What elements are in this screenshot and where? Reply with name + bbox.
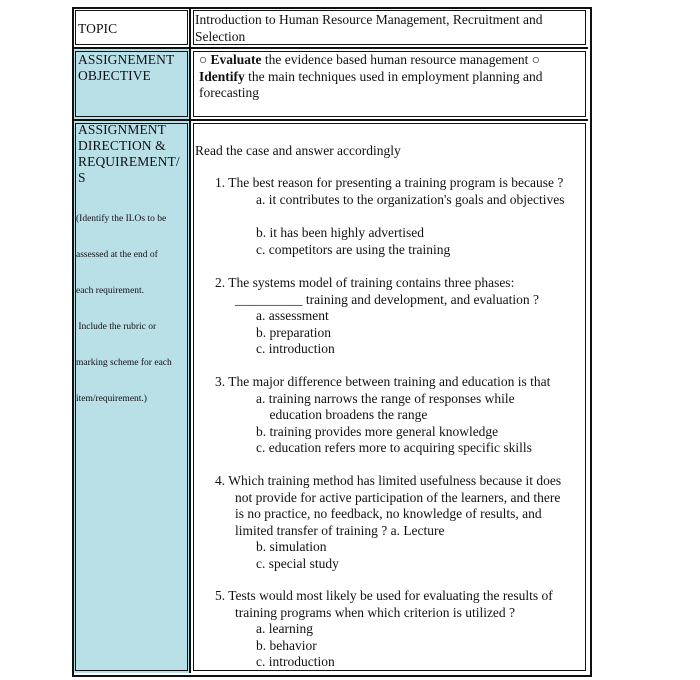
option: b. preparation — [256, 324, 331, 340]
option: c. special study — [256, 555, 339, 571]
objective-label-line2: OBJECTIVE — [78, 68, 151, 83]
direction-note — [76, 189, 189, 429]
option: a. training narrows the range of responses while — [256, 390, 515, 406]
row-divider-1 — [72, 47, 588, 49]
option: b. simulation — [256, 539, 327, 555]
direction-note-line: each requirement. — [76, 286, 145, 296]
objective-item1-text: the evidence based human resource management ○ — [261, 52, 540, 67]
objective-item2-text: the main techniques used in employment planning and forecasting — [199, 68, 543, 100]
option: a. it contributes to the organization's goals and objectives — [256, 191, 565, 207]
question-4-text-cont: is no practice, no feedback, no knowledge of results, and — [235, 506, 542, 522]
question-4-text: 4. Which training method has limited usefulness because it does — [215, 473, 562, 488]
row-divider-2 — [72, 119, 588, 121]
question-4 — [215, 473, 561, 573]
option: c. education refers more to acquiring specific skills — [256, 440, 532, 456]
question-2-text: 2. The systems model of training contains three phases: — [215, 275, 515, 290]
question-4-text-cont: limited transfer of training ? a. Lecture — [235, 522, 445, 538]
option: b. it has been highly advertised — [256, 225, 424, 241]
option: c. introduction — [256, 654, 335, 670]
option: c. competitors are using the training — [256, 241, 451, 257]
objective-item1-keyword: Evaluate — [210, 52, 262, 67]
objective-label-line1: ASSIGNEMENT — [78, 52, 175, 67]
question-3 — [215, 374, 550, 457]
question-5-text-cont: training programs when which criterion is utilized ? — [235, 604, 516, 620]
option: b. training provides more general knowledge — [256, 423, 499, 439]
question-4-text-cont: not provide for active participation of the learners, and there — [235, 489, 561, 505]
direction-label-line: ASSIGNMENT — [78, 122, 167, 137]
question-5 — [215, 588, 553, 671]
direction-note-line: marking scheme for each — [76, 358, 172, 368]
question-3-text: 3. The major difference between training and education is that — [215, 374, 551, 389]
option-spacer — [215, 208, 564, 225]
topic-value: Introduction to Human Resource Management, Recruitment and Selection — [195, 12, 543, 44]
option-cont: education broadens the range — [256, 407, 428, 423]
option: a. learning — [256, 621, 313, 637]
objective-text — [199, 52, 579, 102]
option: b. behavior — [256, 637, 317, 653]
direction-label-line: S — [78, 170, 86, 185]
direction-label-line: REQUIREMENT/ — [78, 154, 180, 169]
direction-label-line: DIRECTION & — [78, 138, 166, 153]
objective-label — [78, 52, 174, 84]
topic-label: TOPIC — [78, 21, 118, 36]
direction-note-line: item/requirement.) — [76, 394, 147, 404]
option: c. introduction — [256, 341, 335, 357]
question-1-text: 1. The best reason for presenting a training program is because ? — [215, 175, 564, 190]
question-2 — [215, 275, 539, 358]
direction-intro: Read the case and answer accordingly — [195, 143, 401, 158]
direction-note-line: assessed at the end of — [76, 250, 158, 260]
option: a. assessment — [256, 308, 329, 324]
bullet-icon: ○ — [199, 52, 208, 67]
direction-label — [78, 122, 180, 186]
objective-item2-keyword: Identify — [199, 68, 245, 84]
question-5-text: 5. Tests would most likely be used for evaluating the results of — [215, 588, 553, 603]
column-divider — [189, 7, 191, 673]
question-1 — [215, 175, 564, 258]
direction-note-line: (Identify the ILOs to be — [76, 214, 167, 224]
direction-note-line: Include the rubric or — [76, 322, 157, 332]
assignment-form — [72, 7, 590, 674]
question-2-text-cont: __________ training and development, and evaluation ? — [235, 291, 540, 307]
